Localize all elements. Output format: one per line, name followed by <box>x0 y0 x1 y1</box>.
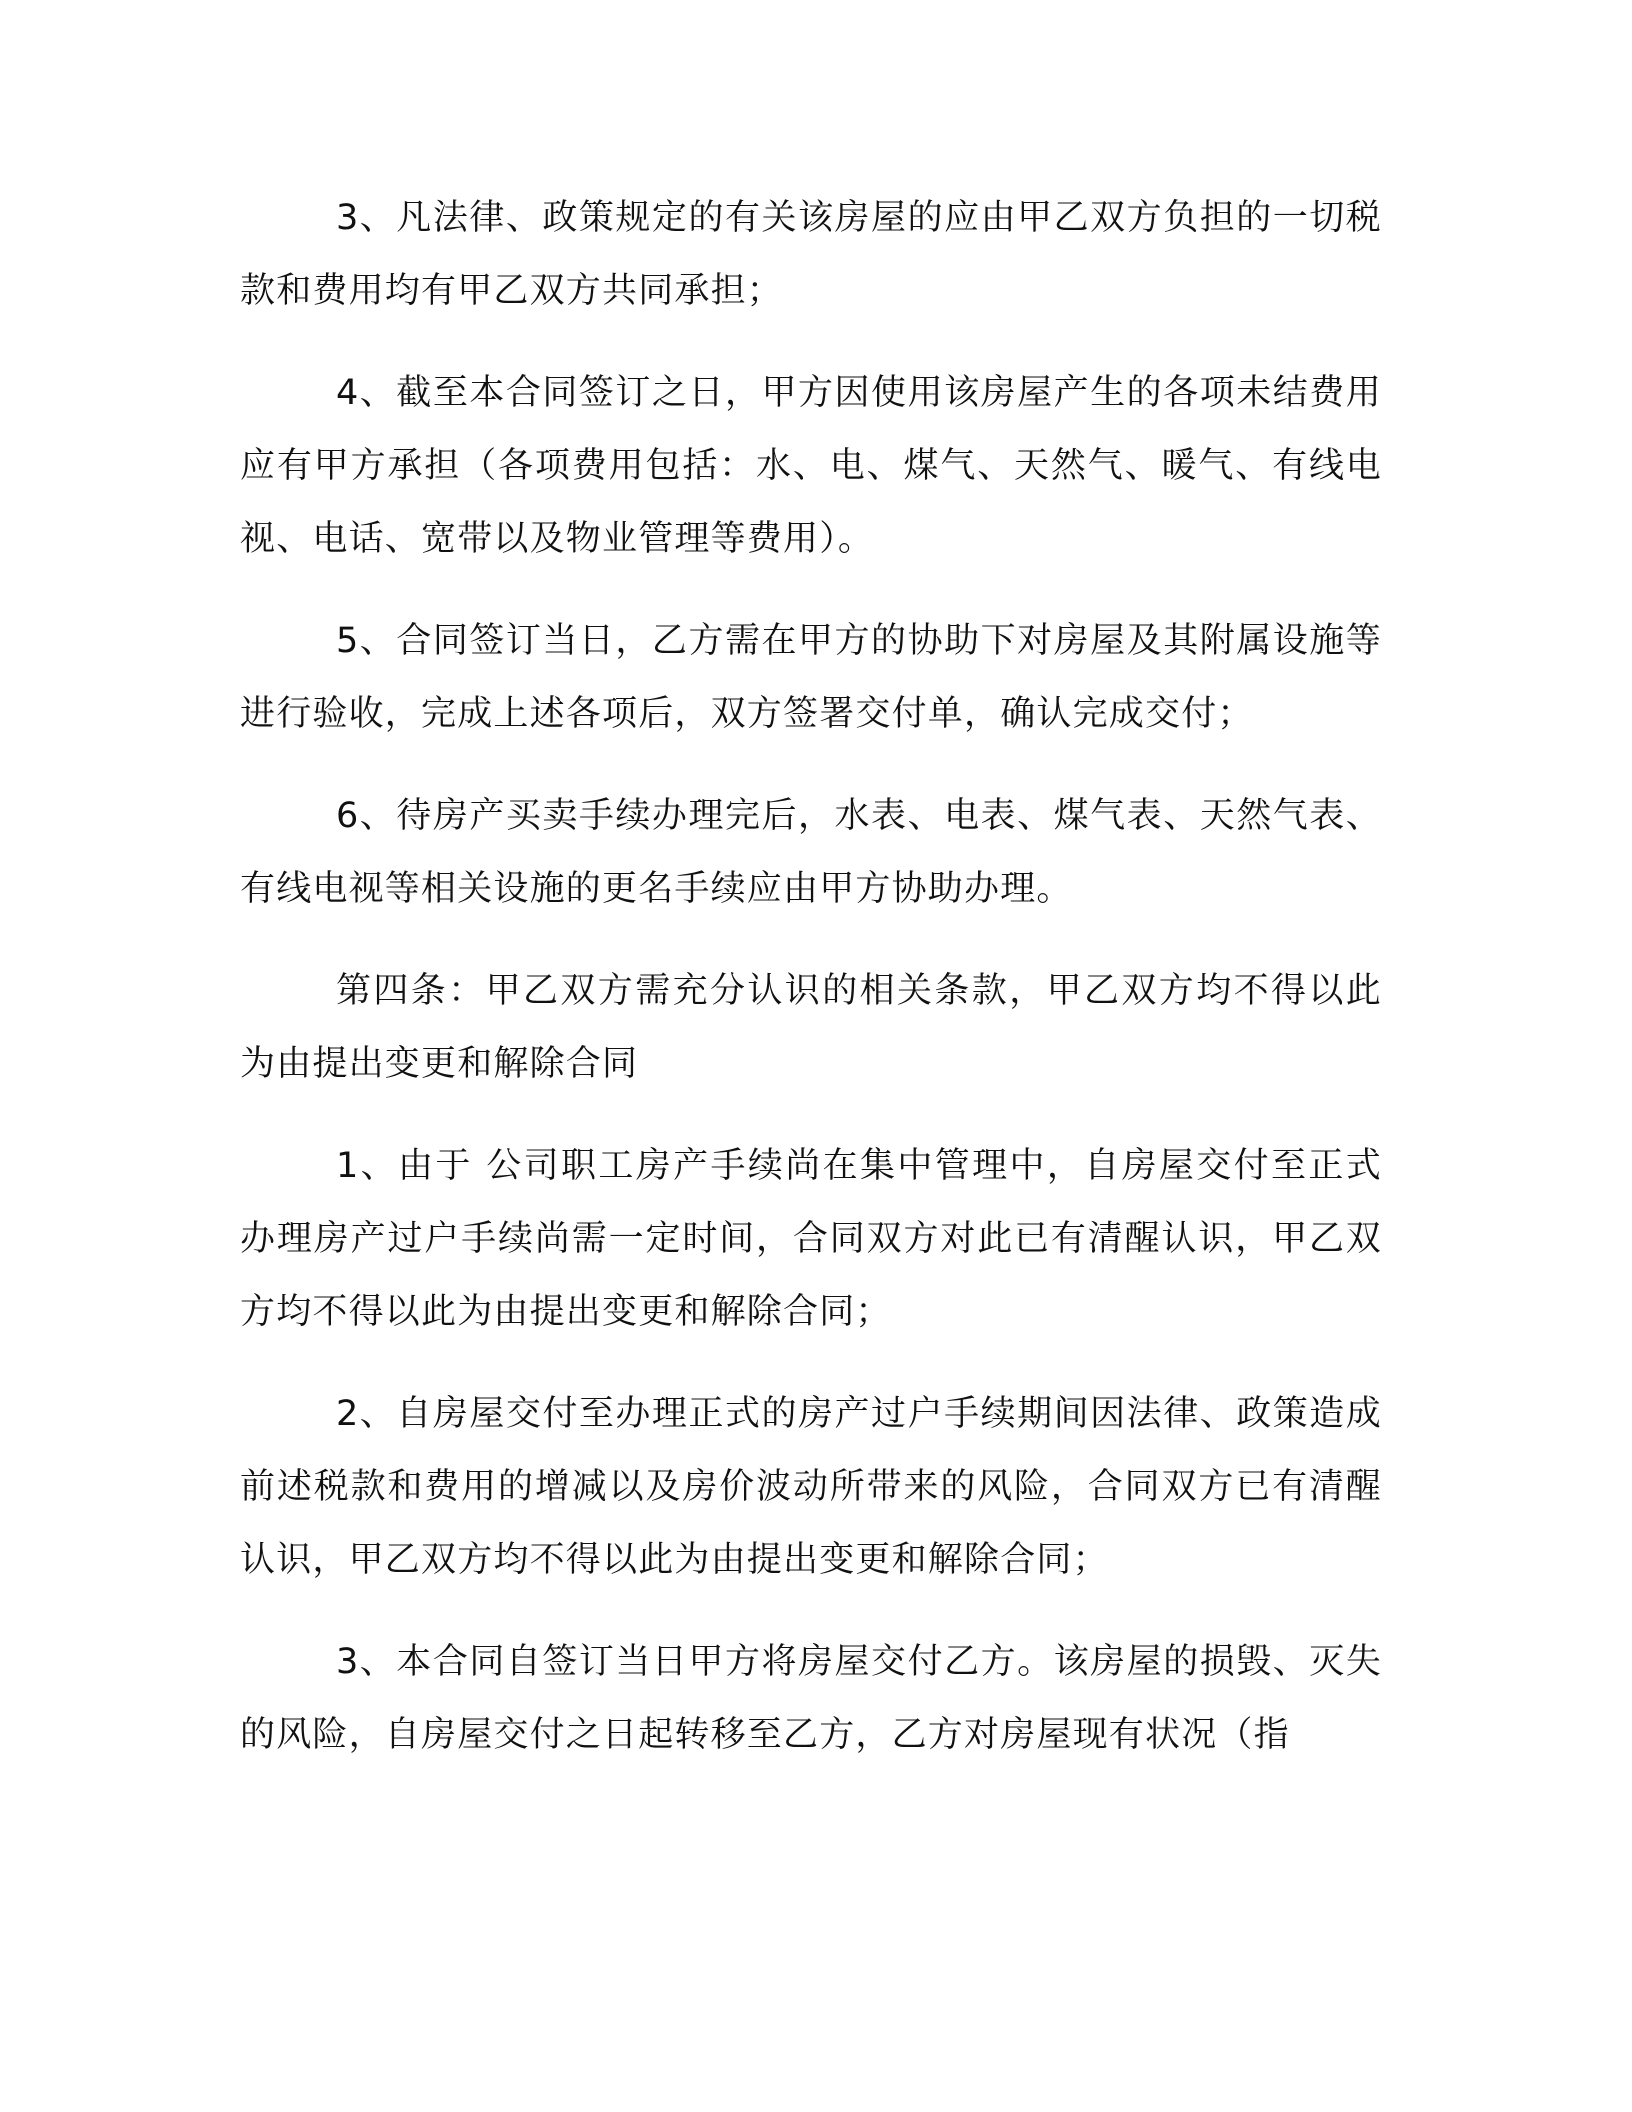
clause-3-taxes-and-fees: 3、凡法律、政策规定的有关该房屋的应由甲乙双方负担的一切税款和费用均有甲乙双方共同承担； <box>240 198 1382 311</box>
document-body <box>240 182 1382 2062</box>
clause-6-utility-name-change: 6、待房产买卖手续办理完后，水表、电表、煤气表、天然气表、有线电视等相关设施的更名手续应由甲方协助办理。 <box>240 796 1382 909</box>
clause-4-unsettled-fees: 4、截至本合同签订之日，甲方因使用该房屋产生的各项未结费用应有甲方承担（各项费用包括：水、电、煤气、天然气、暖气、有线电视、电话、宽带以及物业管理等费用）。 <box>240 373 1382 559</box>
article-4-item-2: 2、自房屋交付至办理正式的房产过户手续期间因法律、政策造成前述税款和费用的增减以及房价波动所带来的风险，合同双方已有清醒认识，甲乙双方均不得以此为由提出变更和解除合同； <box>240 1394 1382 1580</box>
article-4-item-1: 1、由于 公司职工房产手续尚在集中管理中，自房屋交付至正式办理房产过户手续尚需一定时间，合同双方对此已有清醒认识，甲乙双方均不得以此为由提出变更和解除合同； <box>240 1146 1382 1332</box>
article-4-item-3: 3、本合同自签订当日甲方将房屋交付乙方。该房屋的损毁、灭失的风险，自房屋交付之日起转移至乙方，乙方对房屋现有状况（指 <box>240 1642 1382 1755</box>
clause-5-acceptance-and-handover: 5、合同签订当日，乙方需在甲方的协助下对房屋及其附属设施等进行验收，完成上述各项后，双方签署交付单，确认完成交付； <box>240 621 1382 734</box>
article-4-heading: 第四条：甲乙双方需充分认识的相关条款，甲乙双方均不得以此为由提出变更和解除合同 <box>240 971 1382 1084</box>
